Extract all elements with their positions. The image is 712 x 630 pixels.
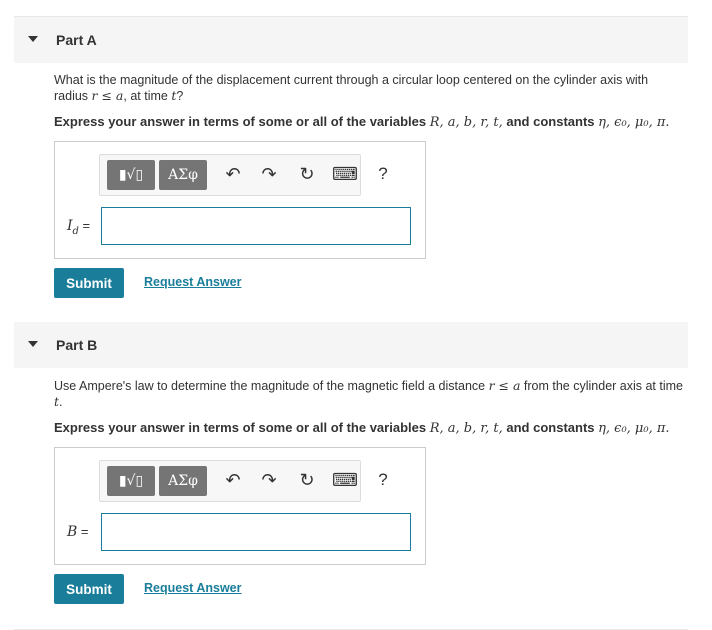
- part-title: Part A: [56, 32, 97, 48]
- part-b-header[interactable]: [14, 322, 688, 368]
- redo-icon[interactable]: ↷: [261, 469, 277, 490]
- part-a-header[interactable]: [14, 16, 688, 63]
- reset-icon[interactable]: ↻: [299, 469, 315, 490]
- keyboard-icon[interactable]: ⌨: [332, 469, 358, 490]
- question-text: [54, 378, 684, 410]
- caret-down-icon[interactable]: [28, 36, 38, 42]
- instruct-mid: and constants: [502, 420, 599, 435]
- instruction-text: [54, 420, 694, 436]
- templates-button[interactable]: ▮√▯: [107, 160, 155, 190]
- instruct-vars: R, a, b, r, t,: [429, 421, 503, 436]
- instruct-pre: Express your answer in terms of some or all of the variables: [54, 114, 430, 129]
- input-label: [67, 218, 90, 237]
- undo-icon[interactable]: ↶: [225, 469, 241, 490]
- redo-icon[interactable]: ↷: [261, 163, 277, 184]
- instruct-mid: and constants: [502, 114, 599, 129]
- help-icon[interactable]: ?: [378, 470, 388, 489]
- question-pre: What is the magnitude of the displacement current through a circular loop centered on the cylinder axis with radius: [54, 73, 649, 103]
- input-var: B: [67, 524, 78, 540]
- instruct-vars: R, a, b, r, t,: [429, 115, 503, 130]
- request-answer-link[interactable]: Request Answer: [144, 275, 242, 289]
- question-post: .: [59, 395, 63, 409]
- question-mid: from the cylinder axis at time: [520, 379, 683, 393]
- input-sub: d: [72, 225, 79, 237]
- input-var: I: [67, 218, 73, 234]
- question-var: t: [171, 88, 177, 103]
- question-math: r ≤ a: [488, 378, 521, 393]
- answer-input[interactable]: [101, 513, 411, 551]
- input-eq: =: [78, 218, 91, 233]
- question-var: t: [54, 394, 60, 409]
- greek-symbols-button[interactable]: ΑΣφ: [159, 466, 207, 496]
- reset-icon[interactable]: ↻: [299, 163, 315, 184]
- question-mid: , at time: [123, 89, 172, 103]
- instruct-pre: Express your answer in terms of some or all of the variables: [54, 420, 430, 435]
- templates-button[interactable]: ▮√▯: [107, 466, 155, 496]
- input-label: [67, 524, 89, 540]
- question-text: [54, 72, 684, 104]
- submit-button[interactable]: Submit: [54, 574, 124, 604]
- submit-button[interactable]: Submit: [54, 268, 124, 298]
- question-post: ?: [176, 89, 184, 103]
- math-toolbar: [99, 154, 388, 196]
- instruct-consts: η, ϵ₀, μ₀, π.: [598, 421, 670, 436]
- greek-symbols-button[interactable]: ΑΣφ: [159, 160, 207, 190]
- answer-box: [54, 141, 426, 259]
- instruction-text: [54, 114, 694, 130]
- answer-input[interactable]: [101, 207, 411, 245]
- question-pre: Use Ampere's law to determine the magnitude of the magnetic field a distance: [54, 379, 489, 393]
- caret-down-icon[interactable]: [28, 341, 38, 347]
- answer-box: [54, 447, 426, 565]
- part-title: Part B: [56, 337, 98, 353]
- keyboard-icon[interactable]: ⌨: [332, 163, 358, 184]
- help-icon[interactable]: ?: [378, 164, 388, 183]
- request-answer-link[interactable]: Request Answer: [144, 581, 242, 595]
- math-toolbar: [99, 460, 388, 502]
- input-eq: =: [77, 524, 89, 539]
- instruct-consts: η, ϵ₀, μ₀, π.: [598, 115, 670, 130]
- question-math: r ≤ a: [91, 88, 124, 103]
- undo-icon[interactable]: ↶: [225, 163, 241, 184]
